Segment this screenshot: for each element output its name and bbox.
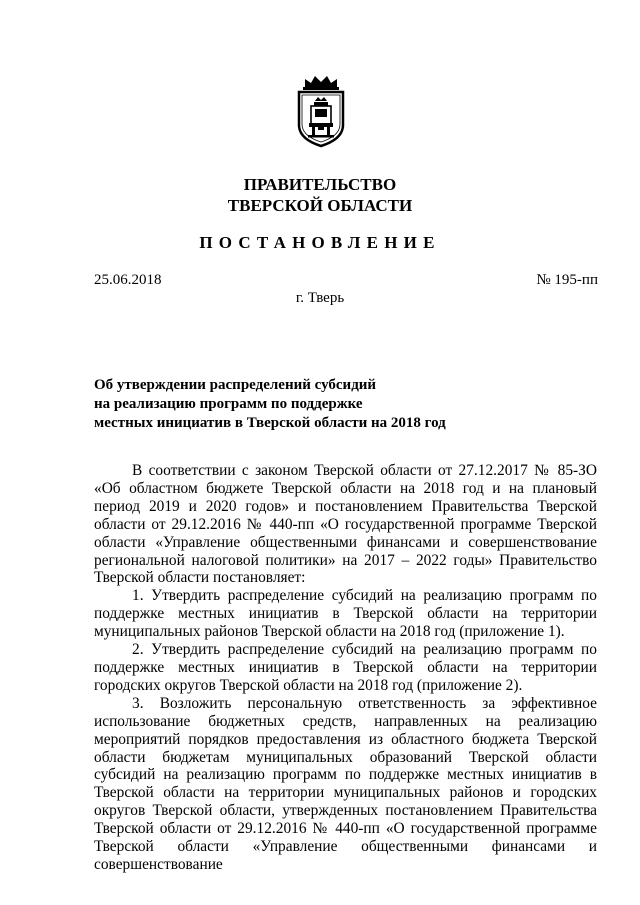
- subject-line-1: Об утверждении распределений субсидий: [94, 377, 377, 393]
- clause-1: 1. Утвердить распределение субсидий на реализацию программ по поддержке местных инициатив в Тверской области на территории муниципальных районов Тверской области на 2018 год (приложение 1).: [94, 587, 597, 641]
- preamble-paragraph: В соответствии с законом Тверской области от 27.12.2017 № 85-ЗО «Об областном бюджете Тверской области на 2018 год и на плановый период 2019 и 2020 годов» и постановлением Правительства Тверской области от 29.12.2016 № 440-пп «О государственной программе Тверской области «Управление общественными финансами и совершенствование региональной налоговой политики» на 2017 – 2022 годы» Правительство Тверской области постановляет:: [94, 462, 597, 587]
- document-subject: [94, 376, 446, 433]
- organization-title-line-2: ТВЕРСКОЙ ОБЛАСТИ: [227, 196, 413, 215]
- document-city: г. Тверь: [295, 290, 345, 306]
- subject-line-2: на реализацию программ по поддержке: [94, 396, 363, 412]
- document-body: [94, 462, 597, 874]
- organization-title-line-1: ПРАВИТЕЛЬСТВО: [243, 175, 397, 194]
- document-number: № 195-пп: [536, 272, 598, 288]
- tver-coat-of-arms-icon: [293, 73, 349, 149]
- clause-2: 2. Утвердить распределение субсидий на реализацию программ по поддержке местных инициатив в Тверской области на территории городских округов Тверской области на 2018 год (приложение 2).: [94, 641, 597, 694]
- document-date: 25.06.2018: [94, 272, 162, 288]
- subject-line-3: местных инициатив в Тверской области на 2018 год: [94, 415, 446, 431]
- clause-3: 3. Возложить персональную ответственность за эффективное использование бюджетных средств, направленных на реализацию мероприятий порядков предоставления из областного бюджета Тверской области бюджетам муниципальных образований Тверской области субсидий на реализацию программ по поддержке местных инициатив в Тверской области на территории муниципальных районов и городских округов Тверской области, утвержденных постановлением Правительства Тверской области от 29.12.2016 № 440-пп «О государственной программе Тверской области «Управление общественными финансами и совершенствование: [94, 694, 597, 873]
- document-type: ПОСТАНОВЛЕНИЕ: [199, 233, 441, 252]
